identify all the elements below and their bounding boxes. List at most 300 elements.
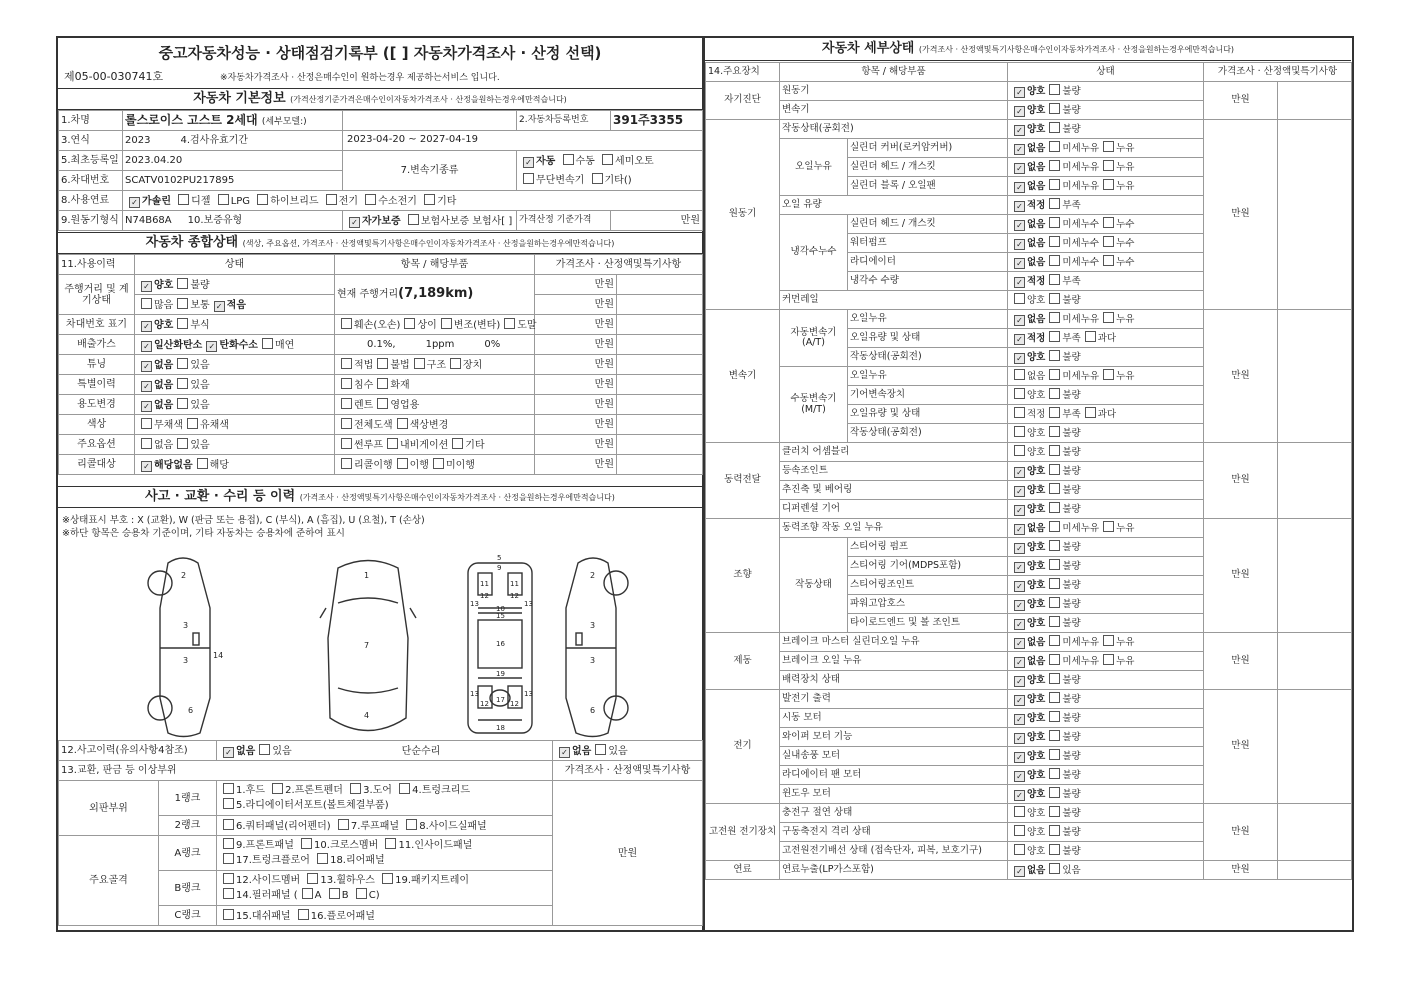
- checkbox[interactable]: [382, 873, 393, 884]
- item-label: 변속기: [780, 101, 1008, 120]
- checkbox[interactable]: [523, 173, 534, 184]
- option-label: 누유: [1116, 637, 1135, 648]
- checkbox[interactable]: [1049, 141, 1060, 152]
- status-options: [1008, 652, 1204, 671]
- checkbox[interactable]: [341, 438, 352, 449]
- checkbox[interactable]: [177, 278, 188, 289]
- option-label: 미세누유: [1062, 143, 1100, 154]
- option-label: 적정: [1027, 276, 1046, 287]
- option-label: 훼손(오손): [354, 320, 401, 331]
- checkbox[interactable]: [307, 873, 318, 884]
- year-label: 3.연식: [59, 131, 123, 151]
- checkbox[interactable]: [441, 318, 452, 329]
- checkbox[interactable]: [1049, 236, 1060, 247]
- checkbox[interactable]: [1014, 277, 1025, 288]
- accident-header: [58, 486, 702, 508]
- checkbox[interactable]: [559, 747, 570, 758]
- detail-status-title: 자동차 세부상태: [821, 41, 915, 56]
- option-label: 불량: [1062, 352, 1081, 363]
- option-label: 불량: [1062, 675, 1081, 686]
- option-label: 구조: [426, 360, 446, 371]
- checkbox[interactable]: [602, 154, 613, 165]
- checkbox[interactable]: [397, 418, 408, 429]
- table-row: [59, 395, 703, 415]
- checkbox[interactable]: [1049, 255, 1060, 266]
- checkbox[interactable]: [414, 358, 425, 369]
- checkbox[interactable]: [129, 197, 140, 208]
- table-row: B랭크 12.사이드멤버 13.휠하우스 19.패키지트레이 14.필러패널 ( A B C): [59, 871, 703, 906]
- checkbox[interactable]: [1014, 524, 1025, 535]
- checkbox[interactable]: [1049, 654, 1060, 665]
- unit-manwon: 만원: [1204, 120, 1278, 310]
- first-reg-label: 5.최초등록일: [59, 151, 123, 171]
- checkbox[interactable]: [1014, 676, 1025, 687]
- checkbox[interactable]: [1049, 749, 1060, 760]
- option-label: 불량: [1062, 542, 1081, 553]
- item-label: 스티어링 기어(MDPS포함): [848, 557, 1008, 576]
- checkbox[interactable]: [1014, 220, 1025, 231]
- checkbox[interactable]: [1103, 369, 1114, 380]
- checkbox[interactable]: [1049, 445, 1060, 456]
- checkbox[interactable]: [178, 194, 189, 205]
- checkbox[interactable]: [177, 378, 188, 389]
- checkbox[interactable]: [1014, 201, 1025, 212]
- checkbox[interactable]: [595, 744, 606, 755]
- checkbox[interactable]: [399, 783, 410, 794]
- checkbox[interactable]: [1049, 825, 1060, 836]
- diagram-label: 7: [364, 641, 370, 650]
- diagram-label: 6: [188, 706, 194, 715]
- mileage-value: (7,189km): [398, 286, 474, 302]
- option-label: 양호: [154, 319, 174, 331]
- checkbox[interactable]: [1049, 863, 1060, 874]
- status-options: [1008, 158, 1204, 177]
- checkbox[interactable]: [356, 888, 367, 899]
- checkbox[interactable]: [223, 798, 234, 809]
- option-label: 불량: [1062, 770, 1081, 781]
- option-label: 부식: [190, 319, 210, 331]
- diagram-label: 13: [470, 690, 479, 698]
- option-label: 적정: [1027, 409, 1046, 421]
- option-label: 도말: [517, 320, 537, 331]
- option-label: 양호: [1027, 86, 1046, 97]
- option-label: 양호: [1027, 542, 1046, 553]
- checkbox[interactable]: [298, 909, 309, 920]
- checkbox[interactable]: [141, 341, 152, 352]
- unit-manwon: 만원: [1204, 861, 1278, 880]
- checkbox[interactable]: [218, 194, 229, 205]
- checkbox[interactable]: [1014, 505, 1025, 516]
- checkbox[interactable]: [1014, 562, 1025, 573]
- checkbox[interactable]: [206, 341, 217, 352]
- item-label: 작동상태(공회전): [848, 348, 1008, 367]
- detail-status-header: [705, 38, 1351, 61]
- status-options: [1008, 557, 1204, 576]
- status-options: [1008, 576, 1204, 595]
- status-options: [1008, 785, 1204, 804]
- diagram-label: 11: [480, 580, 489, 588]
- checkbox[interactable]: [1049, 673, 1060, 684]
- checkbox[interactable]: [177, 298, 188, 309]
- unit-manwon: 만원: [553, 781, 703, 926]
- checkbox[interactable]: [341, 378, 352, 389]
- status-options: [1008, 614, 1204, 633]
- checkbox[interactable]: [1049, 521, 1060, 532]
- option-label: 일산화탄소: [154, 339, 203, 351]
- item-label: 작동상태(공회전): [780, 120, 1008, 139]
- item-label: 등속조인트: [780, 462, 1008, 481]
- item-label: 라디에이터 팬 모터: [780, 766, 1008, 785]
- checkbox[interactable]: [408, 214, 419, 225]
- checkbox[interactable]: [350, 783, 361, 794]
- checkbox[interactable]: [1014, 106, 1025, 117]
- checkbox[interactable]: [1103, 160, 1114, 171]
- checkbox[interactable]: [223, 909, 234, 920]
- option-label: 양호: [1027, 618, 1046, 629]
- item-label: 라디에이터: [848, 253, 1008, 272]
- col-header: 항목 / 해당부품: [780, 63, 1008, 82]
- checkbox[interactable]: [1103, 141, 1114, 152]
- checkbox[interactable]: [1014, 315, 1025, 326]
- checkbox[interactable]: [326, 194, 337, 205]
- checkbox[interactable]: [1049, 844, 1060, 855]
- checkbox[interactable]: [404, 318, 415, 329]
- checkbox[interactable]: [223, 853, 234, 864]
- table-row: 12.사고이력(유의사항4참조) ✓ 없음 있음 단순수리 ✓ 없음 있음: [59, 741, 703, 761]
- checkbox[interactable]: [141, 281, 152, 292]
- checkbox[interactable]: [592, 173, 603, 184]
- checkbox[interactable]: [1014, 714, 1025, 725]
- checkbox[interactable]: [214, 301, 225, 312]
- checkbox[interactable]: [141, 321, 152, 332]
- checkbox[interactable]: [1049, 426, 1060, 437]
- checkbox[interactable]: [141, 381, 152, 392]
- checkbox[interactable]: [223, 888, 234, 899]
- checkbox[interactable]: [377, 398, 388, 409]
- checkbox[interactable]: [1103, 312, 1114, 323]
- checkbox[interactable]: [1014, 369, 1025, 380]
- status-options: [1008, 177, 1204, 196]
- checkbox[interactable]: [1014, 806, 1025, 817]
- checkbox[interactable]: [1049, 540, 1060, 551]
- table-row: [706, 519, 1352, 538]
- checkbox[interactable]: [257, 194, 268, 205]
- checkbox[interactable]: [1103, 236, 1114, 247]
- checkbox[interactable]: [1103, 179, 1114, 190]
- checkbox[interactable]: [1014, 619, 1025, 630]
- checkbox[interactable]: [341, 318, 352, 329]
- checkbox[interactable]: [433, 458, 444, 469]
- checkbox[interactable]: [1049, 692, 1060, 703]
- option-label: 전체도색: [354, 420, 393, 431]
- option-label: 기타: [465, 440, 485, 451]
- option-label: 미세누유: [1062, 371, 1100, 383]
- checkbox[interactable]: [272, 783, 283, 794]
- checkbox[interactable]: [197, 458, 208, 469]
- checkbox[interactable]: [1049, 616, 1060, 627]
- checkbox[interactable]: [141, 401, 152, 412]
- option-label: 미세누유: [1062, 181, 1100, 192]
- diagram-label: 12: [480, 700, 489, 708]
- checkbox[interactable]: [317, 853, 328, 864]
- checkbox[interactable]: [1014, 258, 1025, 269]
- checkbox[interactable]: [262, 338, 273, 349]
- status-options: [1008, 196, 1204, 215]
- checkbox[interactable]: [1014, 790, 1025, 801]
- option-label: 미세누유: [1062, 637, 1100, 648]
- checkbox[interactable]: [1014, 426, 1025, 437]
- checkbox[interactable]: [452, 438, 463, 449]
- option-label: 양호: [1027, 295, 1046, 307]
- checkbox[interactable]: [1014, 600, 1025, 611]
- checkbox[interactable]: [1085, 407, 1096, 418]
- checkbox[interactable]: [223, 873, 234, 884]
- service-note: ※자동차가격조사 · 산정은매수인이 원하는경우 제공하는서비스 입니다.: [220, 73, 500, 83]
- base-price-label: 가격산정 기준가격: [517, 211, 611, 231]
- rank-label: C랭크: [159, 906, 217, 926]
- option-label: 누유: [1116, 371, 1135, 383]
- checkbox[interactable]: [329, 888, 340, 899]
- checkbox[interactable]: [1049, 559, 1060, 570]
- option-label: 불량: [1062, 295, 1081, 307]
- checkbox[interactable]: [406, 819, 417, 830]
- checkbox[interactable]: [563, 154, 574, 165]
- checkbox[interactable]: [177, 438, 188, 449]
- checkbox[interactable]: [1014, 695, 1025, 706]
- status-options: [1008, 291, 1204, 310]
- checkbox[interactable]: [1049, 635, 1060, 646]
- checkbox[interactable]: [1014, 239, 1025, 250]
- checkbox[interactable]: [1103, 521, 1114, 532]
- checkbox[interactable]: [1014, 388, 1025, 399]
- unit-manwon: 만원: [611, 211, 703, 231]
- checkbox[interactable]: [341, 398, 352, 409]
- checkbox[interactable]: [1049, 312, 1060, 323]
- checkbox[interactable]: [141, 438, 152, 449]
- checkbox[interactable]: [523, 157, 534, 168]
- sub-group-label: 작동상태: [780, 538, 848, 633]
- rank-label: 1랭크: [159, 781, 217, 816]
- checkbox[interactable]: [223, 783, 234, 794]
- checkbox[interactable]: [141, 418, 152, 429]
- option-label: 미세누유: [1062, 162, 1100, 173]
- checkbox[interactable]: [177, 318, 188, 329]
- table-row: [59, 315, 703, 335]
- option-label: 미이행: [445, 460, 475, 471]
- checkbox[interactable]: [1049, 502, 1060, 513]
- status-options: [1008, 348, 1204, 367]
- device-group-label: 조향: [706, 519, 780, 633]
- option-label: 불량: [1062, 751, 1081, 762]
- item-label: 발전기 출력: [780, 690, 1008, 709]
- option-label: 있음: [190, 399, 210, 411]
- row-label: 튜닝: [59, 355, 135, 375]
- option-label: 불량: [1062, 827, 1081, 839]
- checkbox[interactable]: [141, 361, 152, 372]
- checkbox[interactable]: [1014, 733, 1025, 744]
- checkbox[interactable]: [1103, 255, 1114, 266]
- checkbox[interactable]: [385, 838, 396, 849]
- table-row: [59, 151, 703, 171]
- status-options: [1008, 253, 1204, 272]
- option-label: 미세누수: [1062, 238, 1100, 249]
- checkbox[interactable]: [1049, 483, 1060, 494]
- checkbox[interactable]: [223, 838, 234, 849]
- option-label: 양호: [1027, 694, 1046, 705]
- option-label: 불량: [1062, 580, 1081, 591]
- checkbox[interactable]: [187, 418, 198, 429]
- item-label: 커먼레일: [780, 291, 1008, 310]
- checkbox[interactable]: [349, 217, 360, 228]
- checkbox[interactable]: [1014, 334, 1025, 345]
- option-label: 없음: [1027, 181, 1046, 192]
- checkbox[interactable]: [1014, 638, 1025, 649]
- checkbox[interactable]: [1103, 217, 1114, 228]
- checkbox[interactable]: [1049, 806, 1060, 817]
- checkbox[interactable]: [1049, 331, 1060, 342]
- checkbox[interactable]: [1049, 350, 1060, 361]
- option-label: 없음: [1027, 637, 1046, 648]
- checkbox[interactable]: [1103, 635, 1114, 646]
- checkbox[interactable]: [1103, 654, 1114, 665]
- option-label: 불량: [1062, 428, 1081, 440]
- checkbox[interactable]: [504, 318, 515, 329]
- table-row: 9.원동기형식 N74B68A 10.보증유형 ✓ 자가보증 보험사보증 보험사[ ] 가격산정 기준가격 만원: [59, 211, 703, 231]
- checkbox[interactable]: [341, 418, 352, 429]
- checkbox[interactable]: [1014, 581, 1025, 592]
- checkbox[interactable]: [1014, 445, 1025, 456]
- option-label: 과다: [1097, 409, 1117, 421]
- checkbox[interactable]: [1049, 160, 1060, 171]
- table-row: [706, 120, 1352, 139]
- status-options: [1008, 690, 1204, 709]
- status-options: [1008, 842, 1204, 861]
- doc-number: 제05-00-030741호: [64, 70, 164, 83]
- item-label: 오일 유량: [780, 196, 1008, 215]
- option-label: 양호: [1027, 561, 1046, 572]
- unit-manwon: 만원: [535, 335, 617, 355]
- checkbox[interactable]: [1049, 293, 1060, 304]
- car-detail-model: (세부모델:): [261, 116, 307, 127]
- option-label: 양호: [1027, 466, 1046, 477]
- option-label: 화재: [390, 380, 410, 391]
- checkbox[interactable]: [141, 461, 152, 472]
- checkbox[interactable]: [377, 358, 388, 369]
- status-options: [1008, 500, 1204, 519]
- checkbox[interactable]: [223, 819, 234, 830]
- checkbox[interactable]: [177, 358, 188, 369]
- checkbox[interactable]: [1014, 486, 1025, 497]
- status-options: [1008, 804, 1204, 823]
- checkbox[interactable]: [1014, 825, 1025, 836]
- checkbox[interactable]: [1014, 144, 1025, 155]
- option-label: 없음: [1027, 371, 1046, 383]
- checkbox[interactable]: [1049, 730, 1060, 741]
- checkbox[interactable]: [1049, 84, 1060, 95]
- checkbox[interactable]: [302, 888, 313, 899]
- status-options: [1008, 633, 1204, 652]
- checkbox[interactable]: [1049, 578, 1060, 589]
- checkbox[interactable]: [450, 358, 461, 369]
- checkbox[interactable]: [1049, 198, 1060, 209]
- checkbox[interactable]: [1049, 768, 1060, 779]
- checkbox[interactable]: [1014, 771, 1025, 782]
- checkbox[interactable]: [338, 819, 349, 830]
- checkbox[interactable]: [1014, 866, 1025, 877]
- checkbox[interactable]: [397, 458, 408, 469]
- option-label: 부족: [1062, 200, 1081, 211]
- checkbox[interactable]: [223, 747, 234, 758]
- checkbox[interactable]: [177, 398, 188, 409]
- checkbox[interactable]: [1014, 125, 1025, 136]
- checkbox[interactable]: [1049, 711, 1060, 722]
- item-label: 기어변속장치: [848, 386, 1008, 405]
- option-label: 불량: [1062, 105, 1081, 116]
- checkbox[interactable]: [1049, 274, 1060, 285]
- checkbox[interactable]: [387, 438, 398, 449]
- status-options: [1008, 405, 1204, 424]
- checkbox[interactable]: [1049, 217, 1060, 228]
- item-label: 작동상태(공회전): [848, 424, 1008, 443]
- checkbox[interactable]: [1014, 657, 1025, 668]
- checkbox[interactable]: [301, 838, 312, 849]
- checkbox[interactable]: [1049, 369, 1060, 380]
- option-label: 불량: [1062, 789, 1081, 800]
- checkbox[interactable]: [1014, 543, 1025, 554]
- checkbox[interactable]: [1014, 87, 1025, 98]
- checkbox[interactable]: [1049, 122, 1060, 133]
- detail-status-table: [705, 62, 1352, 880]
- checkbox[interactable]: [341, 358, 352, 369]
- checkbox[interactable]: [424, 194, 435, 205]
- checkbox[interactable]: [1014, 293, 1025, 304]
- checkbox[interactable]: [1014, 353, 1025, 364]
- checkbox[interactable]: [341, 458, 352, 469]
- unit-manwon: 만원: [535, 295, 617, 315]
- status-options: [1008, 861, 1204, 880]
- option-label: 영업용: [390, 400, 420, 411]
- option-label: 누유: [1116, 181, 1135, 192]
- checkbox[interactable]: [141, 298, 152, 309]
- checkbox[interactable]: [259, 744, 270, 755]
- rank-label: 2랭크: [159, 816, 217, 836]
- checkbox[interactable]: [1049, 103, 1060, 114]
- checkbox[interactable]: [377, 378, 388, 389]
- checkbox[interactable]: [1014, 407, 1025, 418]
- checkbox[interactable]: [1014, 752, 1025, 763]
- option-label: 양호: [1027, 124, 1046, 135]
- checkbox[interactable]: [1049, 597, 1060, 608]
- checkbox[interactable]: [1049, 388, 1060, 399]
- option-label: 내비게이션: [399, 440, 449, 451]
- diagram-label: 19: [496, 670, 505, 678]
- option-label: 불량: [1062, 124, 1081, 135]
- status-options: [1008, 310, 1204, 329]
- checkbox[interactable]: [1085, 331, 1096, 342]
- checkbox[interactable]: [1049, 407, 1060, 418]
- checkbox[interactable]: [365, 194, 376, 205]
- checkbox[interactable]: [1014, 844, 1025, 855]
- checkbox[interactable]: [1049, 179, 1060, 190]
- option-label: 불량: [1062, 694, 1081, 705]
- table-row: [706, 443, 1352, 462]
- checkbox[interactable]: [1014, 182, 1025, 193]
- checkbox[interactable]: [1049, 464, 1060, 475]
- checkbox[interactable]: [1014, 163, 1025, 174]
- checkbox[interactable]: [1014, 467, 1025, 478]
- checkbox[interactable]: [1049, 787, 1060, 798]
- diagram-label: 16: [496, 640, 505, 648]
